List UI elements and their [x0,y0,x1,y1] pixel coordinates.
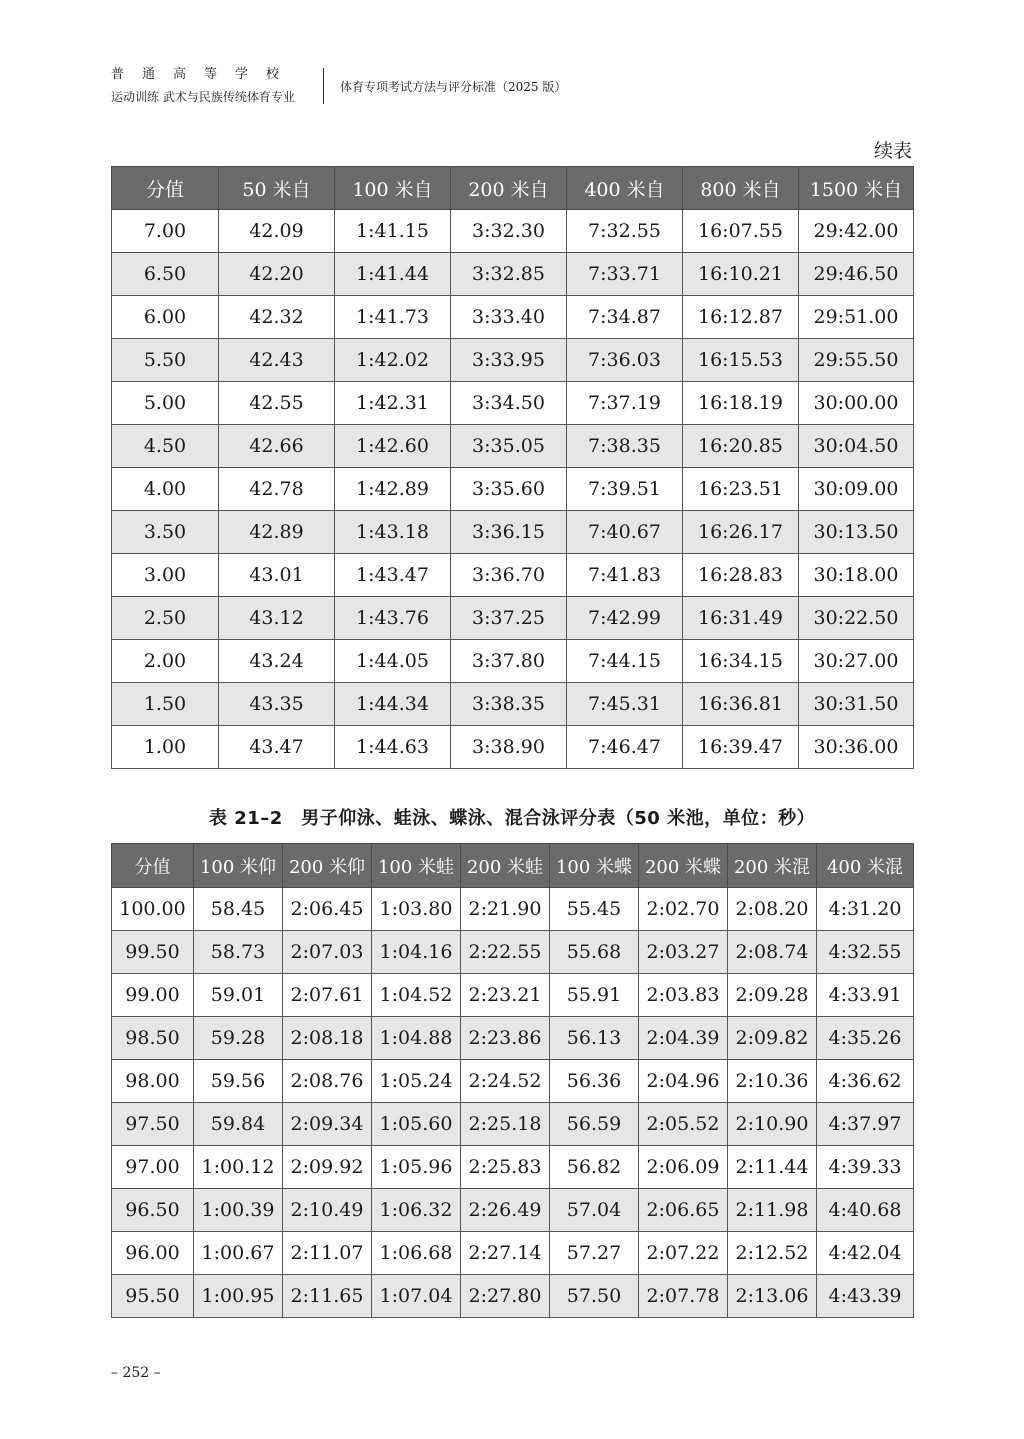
score-cell: 96.50 [112,1189,194,1232]
time-cell: 2:09.28 [728,974,817,1017]
time-cell: 1:03.80 [372,888,461,931]
time-cell: 7:32.55 [567,210,683,253]
table-row [112,339,914,382]
time-cell: 56.36 [550,1060,639,1103]
score-cell: 99.00 [112,974,194,1017]
time-cell: 16:34.15 [683,640,799,683]
time-cell: 3:36.70 [451,554,567,597]
table-row [112,931,914,974]
score-cell: 2.00 [112,640,219,683]
page-number: – 252 – [111,1365,161,1381]
time-cell: 2:23.21 [461,974,550,1017]
backstroke-breaststroke-butterfly-medley-score-table [111,843,914,1318]
time-cell: 2:05.52 [639,1103,728,1146]
table-row [112,683,914,726]
time-cell: 2:03.27 [639,931,728,974]
time-cell: 2:03.83 [639,974,728,1017]
time-cell: 7:38.35 [567,425,683,468]
time-cell: 2:02.70 [639,888,728,931]
time-cell: 16:23.51 [683,468,799,511]
time-cell: 3:38.35 [451,683,567,726]
time-cell: 55.91 [550,974,639,1017]
time-cell: 30:27.00 [799,640,914,683]
time-cell: 30:36.00 [799,726,914,769]
time-cell: 1:05.24 [372,1060,461,1103]
time-cell: 1:43.47 [335,554,451,597]
time-cell: 2:11.98 [728,1189,817,1232]
time-cell: 42.32 [219,296,335,339]
time-cell: 3:32.85 [451,253,567,296]
time-cell: 2:07.22 [639,1232,728,1275]
time-cell: 30:22.50 [799,597,914,640]
time-cell: 29:46.50 [799,253,914,296]
column-header: 50 米自 [219,167,335,210]
time-cell: 55.45 [550,888,639,931]
score-cell: 6.50 [112,253,219,296]
time-cell: 2:26.49 [461,1189,550,1232]
column-header: 400 米混 [817,844,914,888]
time-cell: 3:37.80 [451,640,567,683]
time-cell: 29:55.50 [799,339,914,382]
header-divider [323,68,324,104]
time-cell: 3:33.95 [451,339,567,382]
table-row [112,296,914,339]
header-line2: 运动训练 武术与民族传统体育专业 [111,90,295,104]
time-cell: 16:28.83 [683,554,799,597]
time-cell: 7:44.15 [567,640,683,683]
time-cell: 1:44.05 [335,640,451,683]
time-cell: 1:00.12 [194,1146,283,1189]
score-cell: 1.00 [112,726,219,769]
table-row [112,382,914,425]
time-cell: 1:05.96 [372,1146,461,1189]
column-header: 400 米自 [567,167,683,210]
time-cell: 43.47 [219,726,335,769]
time-cell: 42.20 [219,253,335,296]
time-cell: 4:42.04 [817,1232,914,1275]
time-cell: 16:20.85 [683,425,799,468]
column-header: 100 米蝶 [550,844,639,888]
table-header-row [112,844,914,888]
table-row [112,1232,914,1275]
time-cell: 4:39.33 [817,1146,914,1189]
table-row [112,1060,914,1103]
time-cell: 42.89 [219,511,335,554]
time-cell: 7:37.19 [567,382,683,425]
score-cell: 98.00 [112,1060,194,1103]
time-cell: 2:21.90 [461,888,550,931]
time-cell: 7:42.99 [567,597,683,640]
time-cell: 1:41.73 [335,296,451,339]
score-cell: 96.00 [112,1232,194,1275]
time-cell: 1:04.52 [372,974,461,1017]
time-cell: 3:33.40 [451,296,567,339]
time-cell: 4:33.91 [817,974,914,1017]
time-cell: 3:36.15 [451,511,567,554]
score-cell: 4.50 [112,425,219,468]
time-cell: 4:31.20 [817,888,914,931]
table-row [112,640,914,683]
table-row [112,210,914,253]
time-cell: 1:07.04 [372,1275,461,1318]
time-cell: 59.56 [194,1060,283,1103]
time-cell: 58.45 [194,888,283,931]
header-title: 体育专项考试方法与评分标准（2025 版） [340,80,567,94]
time-cell: 1:00.67 [194,1232,283,1275]
time-cell: 1:41.44 [335,253,451,296]
time-cell: 7:36.03 [567,339,683,382]
time-cell: 2:11.44 [728,1146,817,1189]
time-cell: 43.35 [219,683,335,726]
time-cell: 57.27 [550,1232,639,1275]
time-cell: 16:12.87 [683,296,799,339]
time-cell: 1:42.60 [335,425,451,468]
time-cell: 2:07.78 [639,1275,728,1318]
score-cell: 5.50 [112,339,219,382]
table-row [112,974,914,1017]
time-cell: 2:10.49 [283,1189,372,1232]
score-cell: 1.50 [112,683,219,726]
time-cell: 7:46.47 [567,726,683,769]
time-cell: 4:43.39 [817,1275,914,1318]
time-cell: 2:24.52 [461,1060,550,1103]
time-cell: 2:11.65 [283,1275,372,1318]
time-cell: 2:08.76 [283,1060,372,1103]
time-cell: 2:25.83 [461,1146,550,1189]
time-cell: 1:06.68 [372,1232,461,1275]
time-cell: 42.78 [219,468,335,511]
time-cell: 16:10.21 [683,253,799,296]
time-cell: 43.24 [219,640,335,683]
time-cell: 57.04 [550,1189,639,1232]
time-cell: 56.82 [550,1146,639,1189]
time-cell: 16:15.53 [683,339,799,382]
time-cell: 7:41.83 [567,554,683,597]
table-row [112,468,914,511]
time-cell: 4:40.68 [817,1189,914,1232]
time-cell: 2:09.92 [283,1146,372,1189]
table-row [112,597,914,640]
time-cell: 4:36.62 [817,1060,914,1103]
score-cell: 98.50 [112,1017,194,1060]
time-cell: 3:38.90 [451,726,567,769]
time-cell: 2:07.03 [283,931,372,974]
table-header-row [112,167,914,210]
time-cell: 7:40.67 [567,511,683,554]
time-cell: 7:34.87 [567,296,683,339]
time-cell: 1:42.02 [335,339,451,382]
table-row [112,1146,914,1189]
time-cell: 4:35.26 [817,1017,914,1060]
column-header: 200 米蝶 [639,844,728,888]
time-cell: 1:44.34 [335,683,451,726]
time-cell: 2:10.36 [728,1060,817,1103]
score-cell: 100.00 [112,888,194,931]
time-cell: 2:06.09 [639,1146,728,1189]
time-cell: 30:18.00 [799,554,914,597]
time-cell: 16:26.17 [683,511,799,554]
time-cell: 59.28 [194,1017,283,1060]
continued-label: 续表 [873,140,912,162]
time-cell: 2:04.39 [639,1017,728,1060]
column-header: 200 米混 [728,844,817,888]
time-cell: 1:00.39 [194,1189,283,1232]
time-cell: 29:42.00 [799,210,914,253]
table-row [112,1189,914,1232]
time-cell: 2:23.86 [461,1017,550,1060]
time-cell: 4:37.97 [817,1103,914,1146]
time-cell: 16:36.81 [683,683,799,726]
time-cell: 56.59 [550,1103,639,1146]
time-cell: 59.84 [194,1103,283,1146]
table-row [112,1103,914,1146]
column-header: 分值 [112,167,219,210]
column-header: 800 米自 [683,167,799,210]
column-header: 1500 米自 [799,167,914,210]
time-cell: 58.73 [194,931,283,974]
time-cell: 7:39.51 [567,468,683,511]
time-cell: 3:35.05 [451,425,567,468]
time-cell: 43.01 [219,554,335,597]
score-cell: 97.50 [112,1103,194,1146]
time-cell: 2:08.18 [283,1017,372,1060]
score-cell: 97.00 [112,1146,194,1189]
score-cell: 3.00 [112,554,219,597]
time-cell: 1:05.60 [372,1103,461,1146]
score-cell: 99.50 [112,931,194,974]
table-row [112,726,914,769]
time-cell: 7:45.31 [567,683,683,726]
column-header: 200 米仰 [283,844,372,888]
table-row [112,888,914,931]
table-row [112,253,914,296]
time-cell: 30:04.50 [799,425,914,468]
time-cell: 2:09.82 [728,1017,817,1060]
time-cell: 2:04.96 [639,1060,728,1103]
time-cell: 16:39.47 [683,726,799,769]
header-left [111,66,311,106]
time-cell: 1:04.88 [372,1017,461,1060]
time-cell: 2:08.20 [728,888,817,931]
time-cell: 16:31.49 [683,597,799,640]
time-cell: 3:34.50 [451,382,567,425]
time-cell: 56.13 [550,1017,639,1060]
column-header: 200 米蛙 [461,844,550,888]
table-row [112,554,914,597]
time-cell: 30:13.50 [799,511,914,554]
time-cell: 3:35.60 [451,468,567,511]
time-cell: 42.55 [219,382,335,425]
time-cell: 2:09.34 [283,1103,372,1146]
time-cell: 3:32.30 [451,210,567,253]
time-cell: 29:51.00 [799,296,914,339]
time-cell: 1:04.16 [372,931,461,974]
column-header: 100 米自 [335,167,451,210]
time-cell: 2:08.74 [728,931,817,974]
time-cell: 2:10.90 [728,1103,817,1146]
header-line1: 普通高等学校 [111,67,298,82]
time-cell: 2:07.61 [283,974,372,1017]
table-row [112,425,914,468]
time-cell: 1:41.15 [335,210,451,253]
table2-caption: 表 21–2 男子仰泳、蛙泳、蝶泳、混合泳评分表（50 米池，单位：秒） [208,808,816,829]
time-cell: 1:43.18 [335,511,451,554]
time-cell: 1:06.32 [372,1189,461,1232]
time-cell: 42.09 [219,210,335,253]
time-cell: 2:06.45 [283,888,372,931]
time-cell: 2:22.55 [461,931,550,974]
time-cell: 2:06.65 [639,1189,728,1232]
time-cell: 2:25.18 [461,1103,550,1146]
time-cell: 16:18.19 [683,382,799,425]
column-header: 分值 [112,844,194,888]
time-cell: 30:31.50 [799,683,914,726]
score-cell: 5.00 [112,382,219,425]
time-cell: 16:07.55 [683,210,799,253]
time-cell: 1:42.89 [335,468,451,511]
time-cell: 2:11.07 [283,1232,372,1275]
table-row [112,1275,914,1318]
freestyle-score-table [111,166,914,769]
time-cell: 57.50 [550,1275,639,1318]
time-cell: 1:44.63 [335,726,451,769]
score-cell: 7.00 [112,210,219,253]
score-cell: 4.00 [112,468,219,511]
time-cell: 1:00.95 [194,1275,283,1318]
column-header: 200 米自 [451,167,567,210]
time-cell: 2:27.14 [461,1232,550,1275]
time-cell: 42.43 [219,339,335,382]
time-cell: 2:13.06 [728,1275,817,1318]
time-cell: 30:09.00 [799,468,914,511]
time-cell: 7:33.71 [567,253,683,296]
table-row [112,1017,914,1060]
time-cell: 3:37.25 [451,597,567,640]
score-cell: 3.50 [112,511,219,554]
time-cell: 1:42.31 [335,382,451,425]
time-cell: 59.01 [194,974,283,1017]
time-cell: 30:00.00 [799,382,914,425]
time-cell: 2:12.52 [728,1232,817,1275]
score-cell: 95.50 [112,1275,194,1318]
column-header: 100 米蛙 [372,844,461,888]
time-cell: 42.66 [219,425,335,468]
score-cell: 6.00 [112,296,219,339]
time-cell: 4:32.55 [817,931,914,974]
column-header: 100 米仰 [194,844,283,888]
time-cell: 55.68 [550,931,639,974]
time-cell: 43.12 [219,597,335,640]
time-cell: 2:27.80 [461,1275,550,1318]
table-row [112,511,914,554]
score-cell: 2.50 [112,597,219,640]
time-cell: 1:43.76 [335,597,451,640]
